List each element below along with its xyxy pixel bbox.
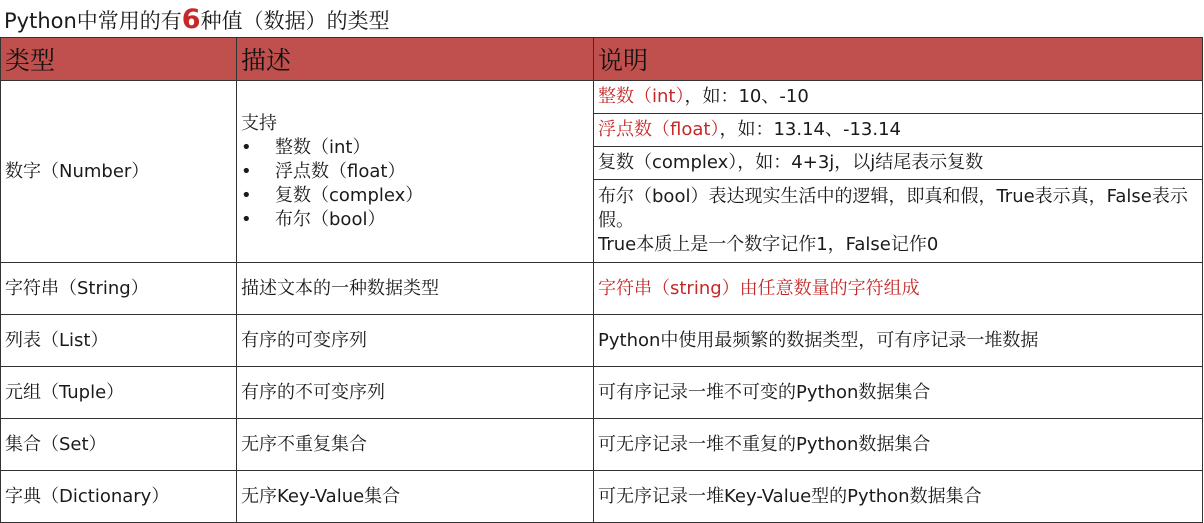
list-item: • 布尔（bool） — [241, 208, 589, 232]
title-suffix: 种值（数据）的类型 — [200, 9, 390, 33]
cell-explain-complex: 复数（complex），如：4+3j，以j结尾表示复数 — [594, 147, 1203, 180]
list-item: • 复数（complex） — [241, 184, 589, 208]
table-row-dictionary — [1, 471, 1203, 523]
title-number: 6 — [181, 4, 201, 35]
cell-explain-int — [594, 81, 1203, 114]
header-description: 描述 — [237, 38, 594, 81]
explain-bool-line1: 布尔（bool）表达现实生活中的逻辑，即真和假，True表示真，False表示假。 — [598, 186, 1188, 231]
cell-desc: 有序的可变序列 — [237, 315, 594, 367]
cell-explain-bool — [594, 180, 1203, 263]
data-types-table — [0, 37, 1203, 523]
page-title — [4, 4, 390, 36]
header-type: 类型 — [1, 38, 237, 81]
support-list — [241, 136, 589, 232]
cell-type: 元组（Tuple） — [1, 367, 237, 419]
cell-type: 集合（Set） — [1, 419, 237, 471]
list-item: • 整数（int） — [241, 136, 589, 160]
cell-type: 字符串（String） — [1, 263, 237, 315]
title-prefix: Python中常用的有 — [4, 9, 182, 33]
explain-float-rest: ，如：13.14、-13.14 — [719, 119, 902, 140]
cell-desc: 无序Key-Value集合 — [237, 471, 594, 523]
table-row-list — [1, 315, 1203, 367]
cell-type: 字典（Dictionary） — [1, 471, 237, 523]
list-item: • 浮点数（float） — [241, 160, 589, 184]
table-row-tuple — [1, 367, 1203, 419]
cell-desc: 无序不重复集合 — [237, 419, 594, 471]
cell-type-number: 数字（Number） — [1, 81, 237, 263]
explain-float-red: 浮点数（float） — [598, 119, 720, 140]
explain-int-red: 整数（int） — [598, 86, 685, 107]
header-explanation: 说明 — [594, 38, 1203, 81]
cell-explain: 可无序记录一堆Key-Value型的Python数据集合 — [594, 471, 1203, 523]
cell-explain: 可无序记录一堆不重复的Python数据集合 — [594, 419, 1203, 471]
cell-explain-float — [594, 114, 1203, 147]
table-row-string — [1, 263, 1203, 315]
cell-desc: 描述文本的一种数据类型 — [237, 263, 594, 315]
explain-int-rest: ，如：10、-10 — [684, 86, 809, 107]
cell-explain: Python中使用最频繁的数据类型，可有序记录一堆数据 — [594, 315, 1203, 367]
table-row-number — [1, 81, 1203, 114]
cell-desc-number — [237, 81, 594, 263]
table-header-row — [1, 38, 1203, 81]
cell-desc: 有序的不可变序列 — [237, 367, 594, 419]
desc-intro: 支持 — [241, 112, 277, 134]
explain-bool-line2: True本质上是一个数字记作1，False记作0 — [598, 234, 939, 255]
cell-explain: 可有序记录一堆不可变的Python数据集合 — [594, 367, 1203, 419]
cell-type: 列表（List） — [1, 315, 237, 367]
cell-explain: 字符串（string）由任意数量的字符组成 — [594, 263, 1203, 315]
table-row-set — [1, 419, 1203, 471]
